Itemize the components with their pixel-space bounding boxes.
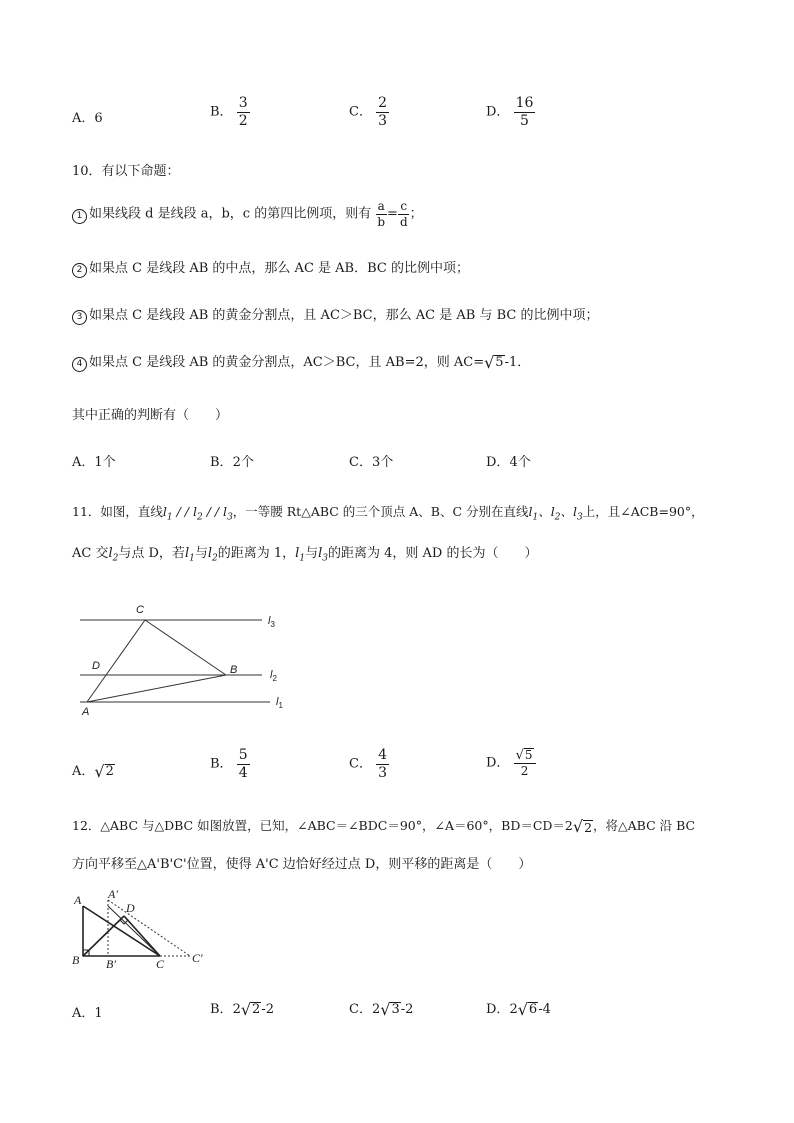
radicand: 5 (524, 748, 533, 762)
q9-option-a (72, 107, 103, 126)
radicand: 2 (584, 819, 593, 835)
stem-text: 12．△ABC 与△DBC 如图放置，已知，∠ABC＝∠BDC＝90°，∠A＝60°，BD＝CD＝2 (72, 818, 573, 833)
radicand: 3 (391, 1002, 400, 1018)
label-l3 (268, 615, 275, 629)
stem-text: 与 (305, 546, 319, 561)
square-root: √ 2 (572, 816, 593, 836)
label-c: C (136, 604, 144, 616)
numerator: a (377, 199, 385, 213)
q10-option-d (486, 451, 531, 470)
denominator: 3 (378, 112, 388, 129)
q11-option-a (72, 760, 115, 780)
stem-text: 的距离为 1， (217, 546, 296, 561)
option-text: 1 (94, 1006, 103, 1021)
option-letter: D． (486, 1002, 510, 1017)
option-letter: C． (349, 104, 372, 120)
label-d: D (92, 660, 100, 672)
label-d: D (126, 901, 135, 915)
square-root: √ 3 (380, 999, 400, 1019)
statement-text: 如果点 C 是线段 AB 的中点，那么 AC 是 AB．BC 的比例中项； (89, 261, 469, 276)
q11-stem-line-2 (72, 542, 537, 564)
segment-a1c1 (108, 900, 190, 956)
label-c-prime: C′ (192, 951, 203, 965)
fraction (514, 748, 536, 778)
numerator: c (400, 199, 408, 213)
label-l1-letter: l (276, 696, 279, 708)
q12-figure (68, 886, 218, 976)
q12-option-c (349, 998, 413, 1018)
coefficient: 2 (371, 1002, 381, 1017)
stem-text: 与点 D，若 (118, 546, 185, 561)
statement-text: 如果点 C 是线段 AB 的黄金分割点，且 AC＞BC，那么 AC 是 AB 与 BC 的比例中项； (89, 308, 599, 323)
fraction (514, 96, 536, 128)
square-root: √ 6 (517, 999, 538, 1019)
equals: = (387, 206, 398, 222)
q10-statement-4 (72, 351, 530, 372)
line-symbol: $l_2$ (108, 546, 119, 564)
q10-statement-2 (72, 257, 469, 278)
coefficient: 2 (509, 1002, 518, 1017)
q12-option-a (72, 1002, 103, 1021)
numerator: 5 (238, 747, 248, 763)
statement-text: 如果线段 d 是线段 a，b，c 的第四比例项，则有 (89, 206, 372, 222)
line-symbol: $l_3$ (318, 546, 328, 564)
option-text: -4 (538, 1002, 551, 1017)
statement-end: ； (409, 206, 423, 222)
option-letter: D． (486, 755, 510, 771)
numerator (514, 748, 536, 764)
statement-end: -1． (504, 355, 531, 370)
q10-stem: 10．有以下命题： (72, 164, 180, 179)
q10-statement-1 (72, 200, 423, 228)
option-text: -2 (400, 1002, 414, 1017)
denominator: b (377, 214, 386, 229)
numerator: 16 (515, 95, 534, 111)
fraction (376, 748, 389, 780)
option-letter: C． (349, 455, 372, 470)
label-l2 (270, 669, 277, 683)
coefficient: 2 (232, 1002, 241, 1017)
q10-option-c (349, 451, 393, 470)
label-l2-sub: 2 (272, 674, 277, 683)
option-text: 4个 (509, 455, 531, 470)
circled-number: 1 (72, 209, 87, 224)
option-letter: D． (486, 455, 510, 470)
q10-option-b (210, 451, 254, 470)
square-root: √ 2 (240, 999, 261, 1019)
q11-option-d (486, 748, 536, 778)
line-symbol: $l_1$ (295, 546, 306, 564)
fraction (237, 96, 250, 128)
numerator: 2 (378, 95, 388, 111)
stem-text: 与 (194, 546, 208, 561)
label-c: C (156, 957, 165, 971)
denominator: 2 (238, 112, 248, 129)
option-text: 3个 (371, 455, 394, 470)
option-text: 6 (94, 111, 103, 126)
q11-option-b (210, 748, 250, 780)
option-text: 2个 (232, 455, 254, 470)
q12-option-b (210, 998, 274, 1018)
q10-option-a (72, 451, 116, 470)
denominator: 2 (520, 764, 529, 779)
q11-stem-line-1 (72, 502, 704, 523)
option-letter: B． (210, 104, 233, 120)
circled-number: 3 (72, 310, 87, 325)
option-letter: C． (349, 1002, 372, 1017)
square-root: √ 5 (484, 352, 504, 372)
numerator: 4 (378, 747, 388, 763)
label-l1-sub: 1 (278, 701, 283, 710)
stem-text: 11．如图，直线 (72, 504, 163, 519)
stem-text: AC 交 (72, 546, 109, 561)
label-l1 (276, 696, 283, 710)
q12-option-d (486, 998, 551, 1018)
option-letter: D． (486, 104, 510, 120)
option-letter: A． (72, 111, 95, 126)
q9-option-c (349, 96, 389, 128)
circled-number: 4 (72, 357, 87, 372)
label-b-prime: B′ (106, 957, 116, 971)
q10-ask: 其中正确的判断有（ ） (72, 408, 229, 423)
option-text: -2 (261, 1002, 274, 1017)
label-a: A (74, 893, 82, 907)
stem-text: ，一等腰 Rt△ABC 的三个顶点 A、B、C 分别在直线 (232, 504, 529, 519)
label-l3-sub: 3 (270, 620, 275, 629)
label-l3-letter: l (268, 615, 271, 627)
square-root: √ 2 (94, 761, 114, 781)
fraction-a-b (375, 200, 387, 228)
q12-stem-line-1 (72, 816, 695, 835)
label-b: B (72, 953, 80, 967)
statement-text: 如果点 C 是线段 AB 的黄金分割点，AC＞BC，且 AB=2，则 AC= (89, 355, 485, 370)
label-a: A (82, 706, 90, 718)
segment-cb (145, 620, 226, 675)
option-letter: B． (210, 1002, 233, 1017)
radicand: 2 (252, 1002, 261, 1018)
option-text: 1个 (94, 455, 116, 470)
line-symbol: $l_2$ (207, 546, 218, 564)
stem-text: ，将△ABC 沿 BC (593, 818, 696, 833)
option-letter: B． (210, 455, 233, 470)
denominator: 5 (520, 112, 529, 129)
option-letter: A． (72, 1006, 95, 1021)
parallel-lines: $l_1$ / / $l_2$ / / $l_3$ (162, 504, 233, 523)
q12-stem-line-2: 方向平移至△A'B'C'位置，使得 A'C 边恰好经过点 D，则平移的距离是（ ） (72, 857, 532, 872)
radicand: 5 (495, 355, 504, 371)
label-a-prime: A′ (108, 887, 118, 901)
denominator: d (399, 214, 408, 229)
numerator: 3 (238, 95, 248, 111)
q11-option-c (349, 748, 389, 780)
radicand: 6 (528, 1002, 538, 1018)
q9-option-d (486, 96, 535, 128)
option-letter: C． (349, 756, 372, 772)
line-symbol: $l_1$ (184, 546, 195, 564)
stem-text: 上，且∠ACB=90°， (582, 504, 704, 519)
square-root: √ 5 (515, 748, 533, 764)
line-list: $l_1$、$l_2$、$l_3$ (528, 504, 583, 523)
fraction-c-d (398, 200, 410, 228)
denominator: 4 (238, 764, 248, 781)
denominator: 3 (378, 764, 388, 781)
option-letter: A． (72, 764, 95, 779)
circled-number: 2 (72, 263, 87, 278)
q9-option-b (210, 96, 250, 128)
fraction (237, 748, 250, 780)
label-l2-letter: l (270, 669, 273, 681)
option-letter: B． (210, 756, 233, 772)
stem-text: 的距离为 4，则 AD 的长为（ ） (328, 546, 538, 561)
segment-ab (87, 675, 226, 702)
q11-figure (70, 598, 300, 718)
q10-statement-3 (72, 304, 598, 325)
label-b: B (230, 664, 238, 676)
fraction (376, 96, 389, 128)
radicand: 2 (105, 764, 114, 780)
option-letter: A． (72, 455, 95, 470)
segment-ac (83, 906, 160, 956)
